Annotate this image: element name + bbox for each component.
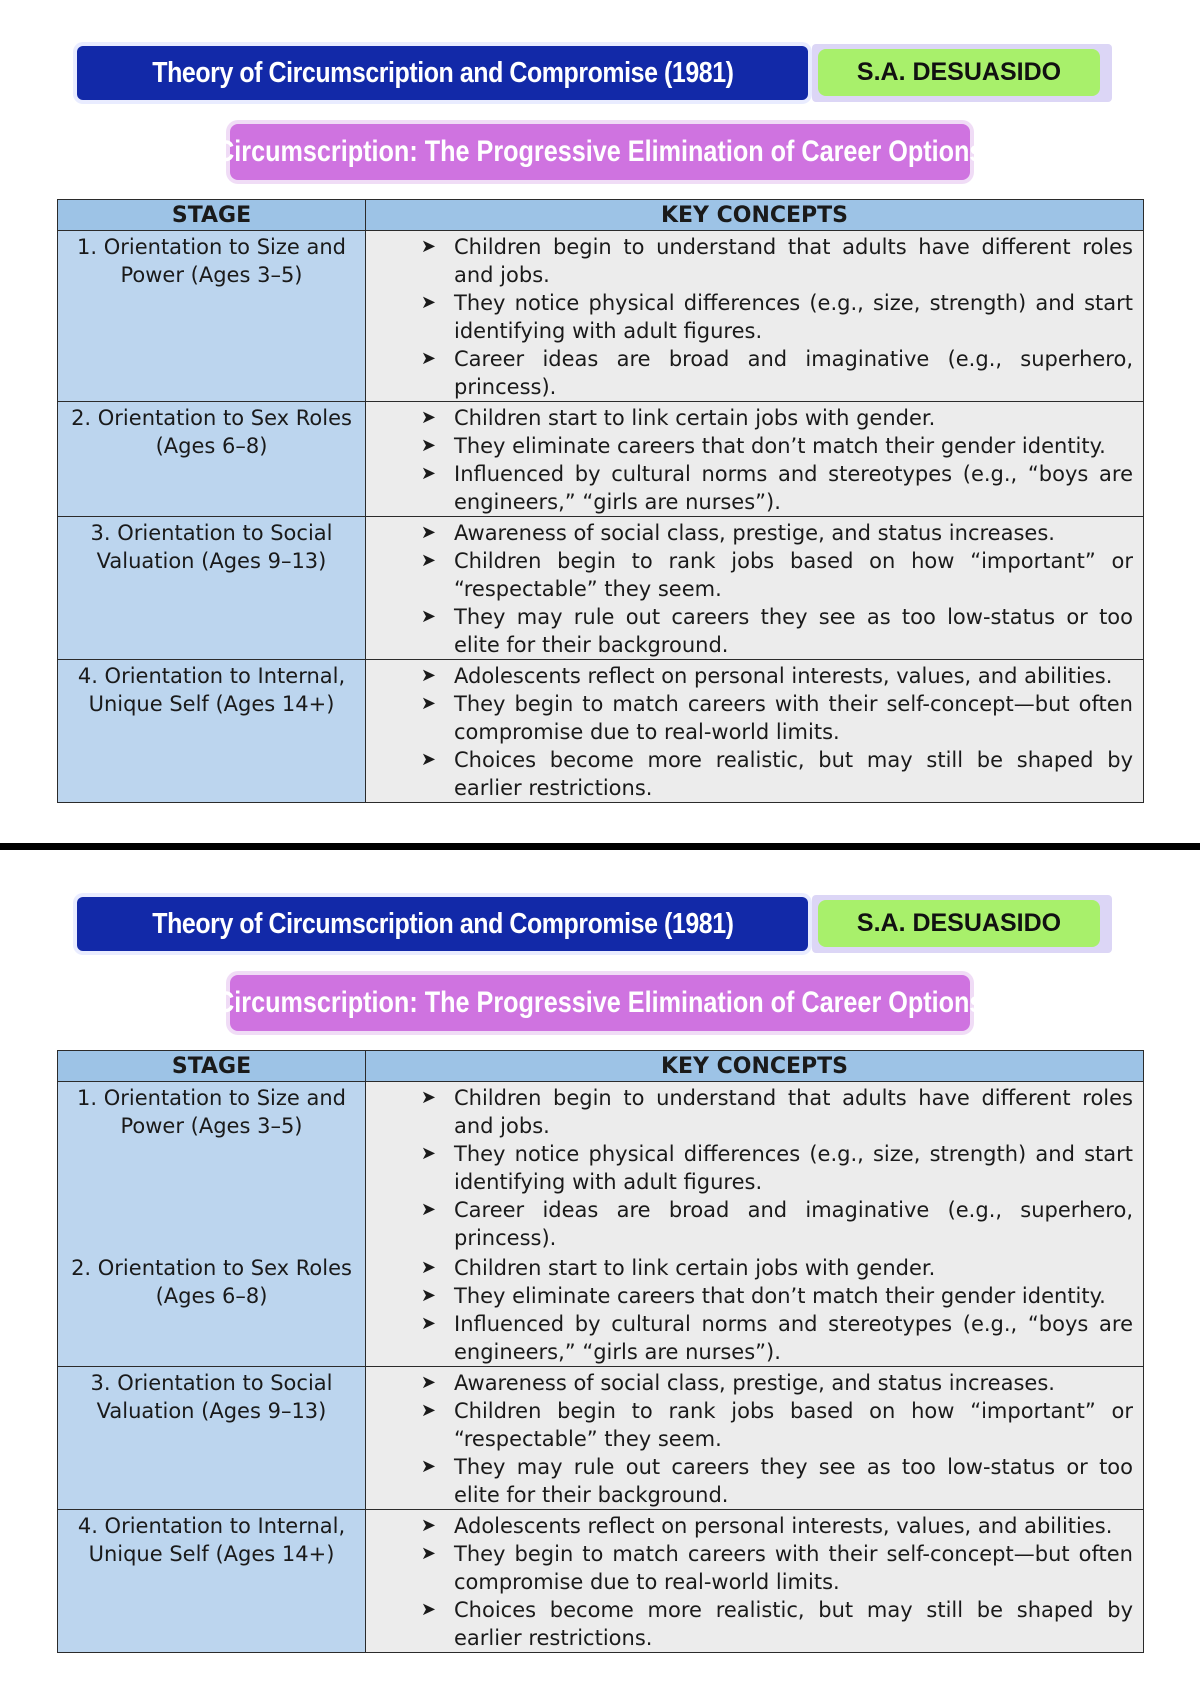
arrow-bullet-icon: ➤: [420, 407, 436, 428]
list-item: [366, 1369, 1133, 1397]
table-header-row: [58, 1051, 1144, 1082]
concepts-cell: [366, 1252, 1144, 1367]
stage-cell: 4. Orientation to Internal, Unique Self (Ages 14+): [58, 1510, 366, 1653]
concepts-cell: [366, 1367, 1144, 1510]
list-item: [366, 1282, 1133, 1310]
author-badge: S.A. DESUASIDO: [818, 49, 1100, 96]
concept-list: [366, 1369, 1133, 1509]
concept-text: They begin to match careers with their self-concept—but often compromise due to real-world limits.: [454, 1542, 1133, 1594]
stage-cell: 4. Orientation to Internal, Unique Self (Ages 14+): [58, 660, 366, 803]
list-item: [366, 1596, 1133, 1652]
stages-table: [57, 1050, 1144, 1653]
list-item: [366, 1397, 1133, 1453]
concepts-cell: [366, 1082, 1144, 1253]
concept-text: Choices become more realistic, but may still be shaped by earlier restrictions.: [454, 748, 1133, 800]
arrow-bullet-icon: ➤: [420, 1313, 436, 1334]
concept-text: Children start to link certain jobs with gender.: [454, 1256, 936, 1280]
arrow-bullet-icon: ➤: [420, 236, 436, 257]
list-item: [366, 1196, 1133, 1252]
subtitle-text: Circumscription: The Progressive Elimination of Career Options: [216, 135, 984, 168]
list-item: [366, 233, 1133, 289]
concept-text: They may rule out careers they see as too low-status or too elite for their background.: [454, 1455, 1133, 1507]
table-row: [58, 660, 1144, 803]
concept-text: Career ideas are broad and imaginative (e.g., superhero, princess).: [454, 1198, 1133, 1250]
arrow-bullet-icon: ➤: [420, 1456, 436, 1477]
title-banner: [77, 46, 808, 100]
title-banner: [77, 897, 808, 951]
concept-text: Adolescents reflect on personal interests, values, and abilities.: [454, 1514, 1113, 1538]
concept-text: Children begin to understand that adults have different roles and jobs.: [454, 1086, 1133, 1138]
author-badge: S.A. DESUASIDO: [818, 900, 1100, 947]
concept-text: Career ideas are broad and imaginative (e.g., superhero, princess).: [454, 347, 1133, 399]
arrow-bullet-icon: ➤: [420, 1087, 436, 1108]
concepts-cell: [366, 402, 1144, 517]
concept-list: [366, 662, 1133, 802]
title-text: Theory of Circumscription and Compromise (1981): [151, 56, 734, 89]
subtitle-banner: [216, 124, 984, 180]
list-item: [366, 1084, 1133, 1140]
arrow-bullet-icon: ➤: [420, 693, 436, 714]
list-item: [366, 1140, 1133, 1196]
concept-text: Influenced by cultural norms and stereotypes (e.g., “boys are engineers,” “girls are nurses”).: [454, 1312, 1133, 1364]
list-item: [366, 519, 1133, 547]
arrow-bullet-icon: ➤: [420, 1543, 436, 1564]
concept-text: Children begin to understand that adults have different roles and jobs.: [454, 235, 1133, 287]
list-item: [366, 460, 1133, 516]
concept-text: Adolescents reflect on personal interests, values, and abilities.: [454, 664, 1113, 688]
concept-text: They may rule out careers they see as too low-status or too elite for their background.: [454, 605, 1133, 657]
arrow-bullet-icon: ➤: [420, 435, 436, 456]
arrow-bullet-icon: ➤: [420, 1400, 436, 1421]
concept-text: They eliminate careers that don’t match their gender identity.: [454, 1284, 1106, 1308]
table-row: [58, 231, 1144, 402]
concept-text: Awareness of social class, prestige, and status increases.: [454, 521, 1055, 545]
arrow-bullet-icon: ➤: [420, 522, 436, 543]
concept-text: Children start to link certain jobs with gender.: [454, 406, 936, 430]
concept-text: They eliminate careers that don’t match their gender identity.: [454, 434, 1106, 458]
list-item: [366, 1254, 1133, 1282]
list-item: [366, 1453, 1133, 1509]
column-header-stage: STAGE: [58, 200, 366, 231]
concept-text: Children begin to rank jobs based on how “important” or “respectable” they seem.: [454, 549, 1133, 601]
arrow-bullet-icon: ➤: [420, 463, 436, 484]
section-divider: [0, 843, 1200, 850]
column-header-stage: STAGE: [58, 1051, 366, 1082]
table-header-row: [58, 200, 1144, 231]
title-text: Theory of Circumscription and Compromise (1981): [151, 907, 734, 940]
table-row: [58, 402, 1144, 517]
stage-cell: 2. Orientation to Sex Roles (Ages 6–8): [58, 1252, 366, 1367]
arrow-bullet-icon: ➤: [420, 749, 436, 770]
concept-list: [366, 404, 1133, 516]
subtitle-banner: [216, 975, 984, 1031]
list-item: [366, 746, 1133, 802]
list-item: [366, 547, 1133, 603]
list-item: [366, 690, 1133, 746]
list-item: [366, 662, 1133, 690]
stage-cell: 1. Orientation to Size and Power (Ages 3–5): [58, 1082, 366, 1253]
concept-list: [366, 1084, 1133, 1252]
subtitle-text: Circumscription: The Progressive Elimination of Career Options: [216, 986, 984, 1019]
table-row: [58, 517, 1144, 660]
column-header-key-concepts: KEY CONCEPTS: [366, 200, 1144, 231]
list-item: [366, 1512, 1133, 1540]
arrow-bullet-icon: ➤: [420, 348, 436, 369]
concepts-cell: [366, 517, 1144, 660]
concept-text: They notice physical differences (e.g., size, strength) and start identifying with adult figures.: [454, 291, 1133, 343]
author-frame: [812, 895, 1112, 953]
list-item: [366, 404, 1133, 432]
stage-cell: 1. Orientation to Size and Power (Ages 3–5): [58, 231, 366, 402]
arrow-bullet-icon: ➤: [420, 1143, 436, 1164]
column-header-key-concepts: KEY CONCEPTS: [366, 1051, 1144, 1082]
arrow-bullet-icon: ➤: [420, 665, 436, 686]
arrow-bullet-icon: ➤: [420, 1599, 436, 1620]
list-item: [366, 1540, 1133, 1596]
arrow-bullet-icon: ➤: [420, 1515, 436, 1536]
arrow-bullet-icon: ➤: [420, 606, 436, 627]
concept-list: [366, 1254, 1133, 1366]
concept-list: [366, 233, 1133, 401]
arrow-bullet-icon: ➤: [420, 1199, 436, 1220]
arrow-bullet-icon: ➤: [420, 1285, 436, 1306]
concept-text: Choices become more realistic, but may still be shaped by earlier restrictions.: [454, 1598, 1133, 1650]
list-item: [366, 432, 1133, 460]
concept-list: [366, 1512, 1133, 1652]
arrow-bullet-icon: ➤: [420, 292, 436, 313]
list-item: [366, 345, 1133, 401]
arrow-bullet-icon: ➤: [420, 1372, 436, 1393]
list-item: [366, 1310, 1133, 1366]
concept-list: [366, 519, 1133, 659]
table-row: [58, 1252, 1144, 1367]
table-row: [58, 1510, 1144, 1653]
concept-text: Awareness of social class, prestige, and status increases.: [454, 1371, 1055, 1395]
concept-text: Influenced by cultural norms and stereotypes (e.g., “boys are engineers,” “girls are nurses”).: [454, 462, 1133, 514]
list-item: [366, 289, 1133, 345]
table-row: [58, 1082, 1144, 1253]
concepts-cell: [366, 660, 1144, 803]
author-frame: [812, 44, 1112, 102]
concept-text: They begin to match careers with their self-concept—but often compromise due to real-world limits.: [454, 692, 1133, 744]
arrow-bullet-icon: ➤: [420, 1257, 436, 1278]
stage-cell: 3. Orientation to Social Valuation (Ages 9–13): [58, 517, 366, 660]
stage-cell: 2. Orientation to Sex Roles (Ages 6–8): [58, 402, 366, 517]
concepts-cell: [366, 1510, 1144, 1653]
concept-text: Children begin to rank jobs based on how “important” or “respectable” they seem.: [454, 1399, 1133, 1451]
stage-cell: 3. Orientation to Social Valuation (Ages 9–13): [58, 1367, 366, 1510]
list-item: [366, 603, 1133, 659]
concepts-cell: [366, 231, 1144, 402]
arrow-bullet-icon: ➤: [420, 550, 436, 571]
table-row: [58, 1367, 1144, 1510]
stages-table: [57, 199, 1144, 803]
concept-text: They notice physical differences (e.g., size, strength) and start identifying with adult figures.: [454, 1142, 1133, 1194]
